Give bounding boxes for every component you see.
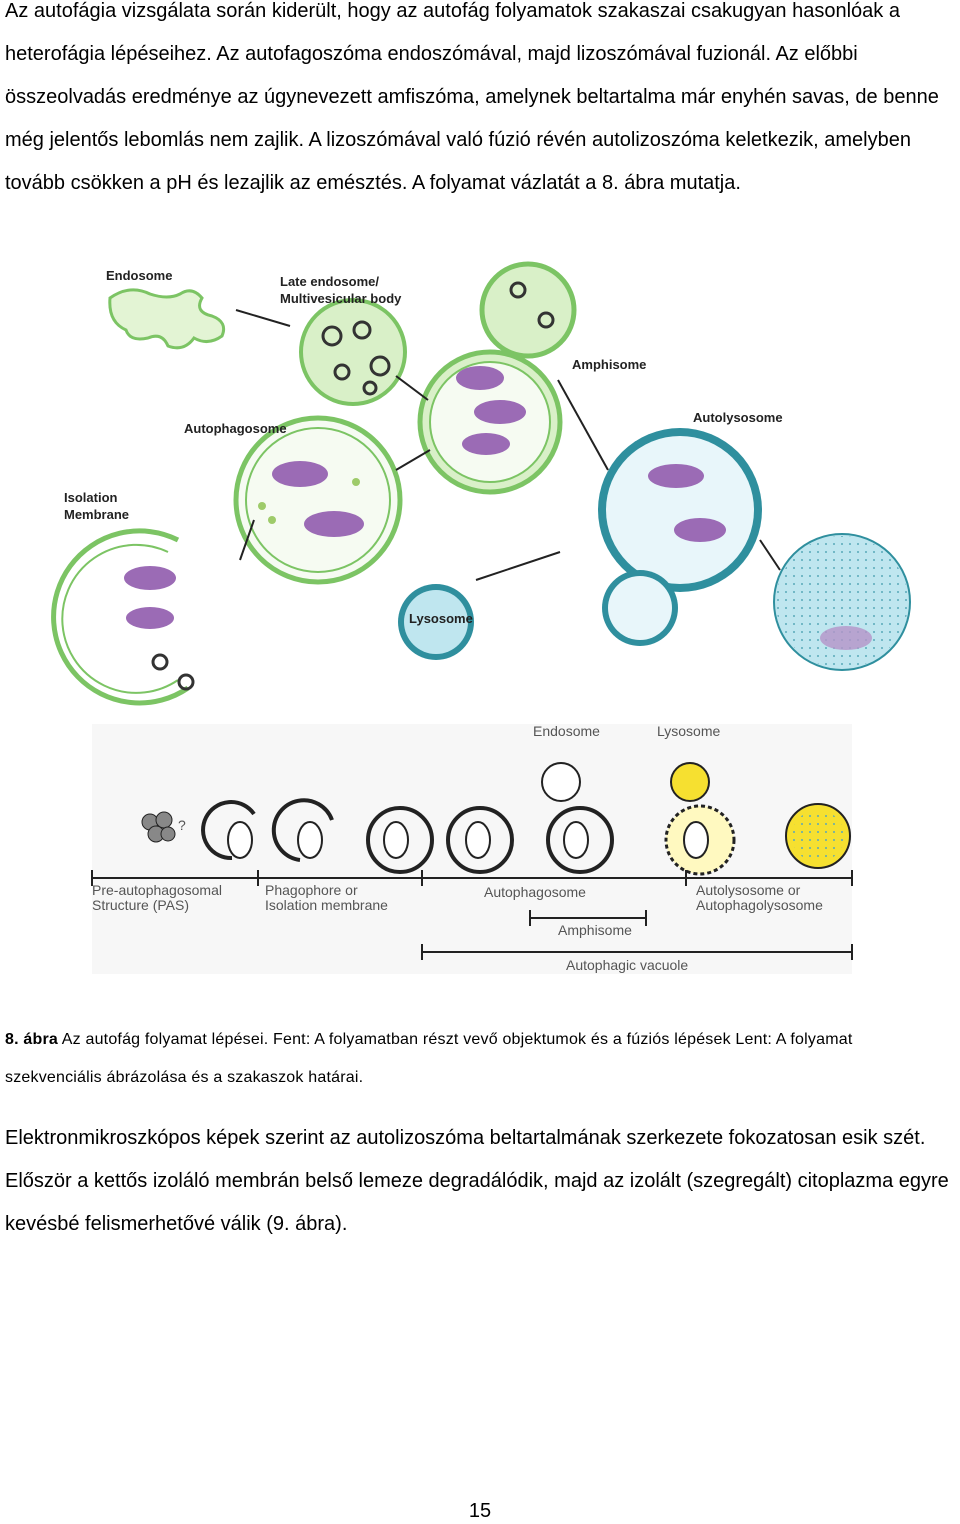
label-endosome: Endosome <box>106 268 173 283</box>
label-bottom-amphisome: Amphisome <box>558 922 632 938</box>
label-late-endosome-1: Late endosome/ <box>280 274 379 289</box>
multivesicular-body <box>301 300 405 404</box>
question-mark: ? <box>178 817 186 833</box>
label-bottom-endosome: Endosome <box>533 723 600 739</box>
label-pas-2: Structure (PAS) <box>92 897 189 913</box>
label-bottom-autophagosome: Autophagosome <box>484 884 586 900</box>
label-autolysosome-1: Autolysosome or <box>696 882 801 898</box>
endosome-circle <box>542 763 580 801</box>
caption-text: Az autofág folyamat lépései. Fent: A folyamatban részt vevő objektumok és a fúziós lépések Lent: A folyamat szekvenciális ábrázolása és a szakaszok határai. <box>5 1031 853 1086</box>
intro-paragraph: Az autofágia vizsgálata során kiderült, hogy az autofág folyamatok szakaszai csakugyan hasonlóak a heterofágia lépéseihez. Az autofagoszóma endoszómával, majd lizoszómával fuzionál. Az előbbi összeolvadás eredménye az úgynevezett amfiszóma, amelynek beltartalma már enyhén savas, de benne még jelentős lebomlás nem zajlik. A lizoszómával való fúzió révén autolizoszóma keletkezik, amelyben tovább csökken a pH és lezajlik az emésztés. A folyamat vázlatát a 8. ábra mutatja. <box>5 0 939 194</box>
label-lysosome: Lysosome <box>409 611 473 626</box>
second-paragraph: Elektronmikroszkópos képek szerint az autolizoszóma beltartalmának szerkezete fokozatosan esik szét. Először a kettős izoláló membrán belső lemeze degradálódik, majd az izolált (szegregált) citoplazma egyre kevésbé felismerhetővé válik (9. ábra). <box>5 1127 949 1235</box>
label-vacuole: Autophagic vacuole <box>566 957 689 973</box>
label-autolysosome-2: Autophagolysosome <box>696 897 823 913</box>
amphisome-cell <box>420 264 574 492</box>
label-bottom-lysosome: Lysosome <box>657 723 721 739</box>
degraded-autolysosome <box>774 534 910 670</box>
label-phagophore-2: Isolation membrane <box>265 897 388 913</box>
label-autophagosome: Autophagosome <box>184 421 287 436</box>
label-late-endosome-2: Multivesicular body <box>280 291 402 306</box>
label-isolation-1: Isolation <box>64 490 118 505</box>
label-pas-1: Pre-autophagosomal <box>92 882 222 898</box>
caption-label: 8. ábra <box>5 1031 58 1048</box>
autolysosome-cell <box>598 428 762 646</box>
label-amphisome: Amphisome <box>572 357 647 372</box>
bottom-panel <box>92 723 852 974</box>
label-autolysosome: Autolysosome <box>693 410 783 425</box>
label-isolation-2: Membrane <box>64 507 130 522</box>
autophagy-figure <box>0 230 960 992</box>
top-panel <box>54 264 910 703</box>
autophagosome-cell <box>236 418 400 582</box>
endosome-shape <box>110 290 224 348</box>
figure-caption <box>5 1021 935 1097</box>
isolation-membrane <box>54 531 193 703</box>
lysosome-circle <box>671 763 709 801</box>
page-number: 15 <box>468 1500 492 1522</box>
label-phagophore-1: Phagophore or <box>265 882 358 898</box>
